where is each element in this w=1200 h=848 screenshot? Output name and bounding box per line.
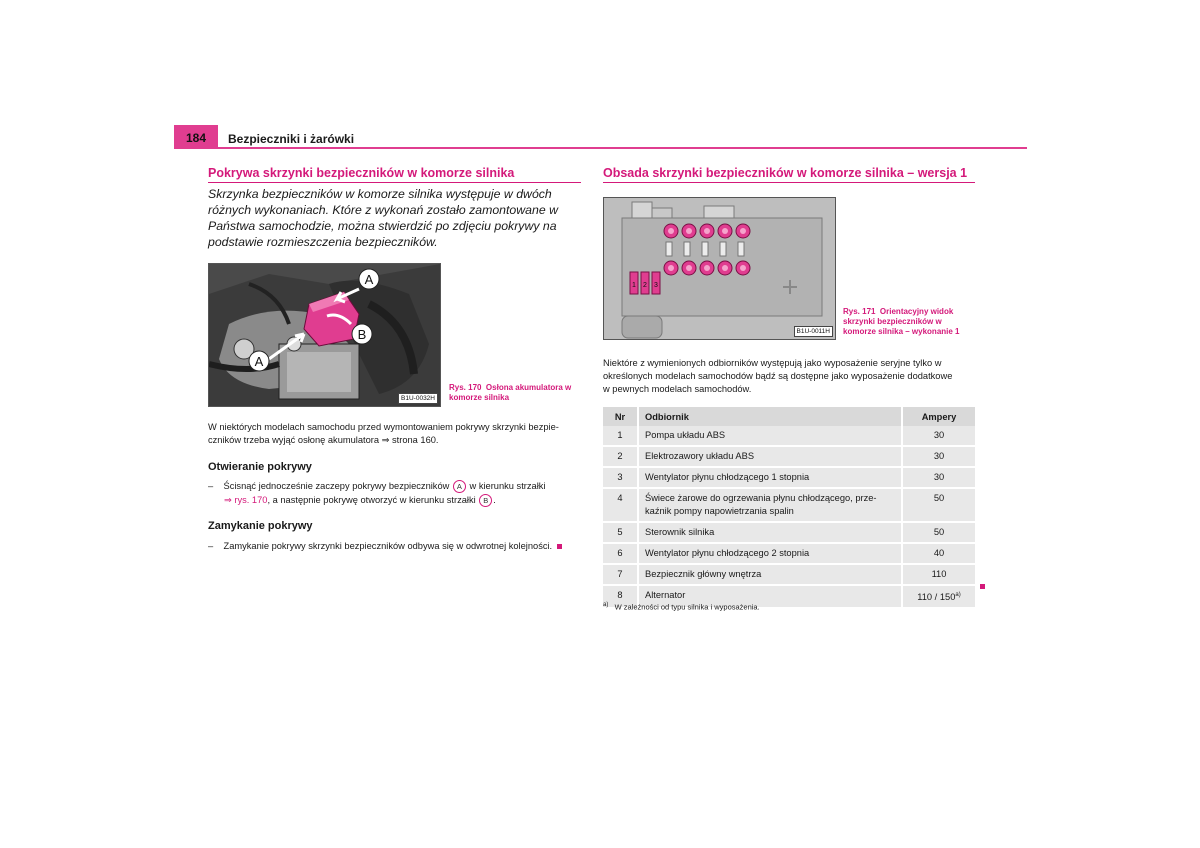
opening-line2-end: . — [493, 495, 496, 506]
cell-amp-value: 110 / 150 — [917, 592, 956, 603]
label-a-bottom: A — [254, 354, 264, 369]
caption-text: Osłona akumulatora w komorze silnika — [449, 383, 572, 402]
cell-nr: 6 — [603, 543, 638, 564]
paragraph-line: w pewnych modelach samochodów. — [603, 384, 752, 394]
intro-text: Skrzynka bezpieczników w komorze silnika występuje w dwóch różnych wykonaniach. Które z wykonań zostało zamontowane w Państwa samochodzie, można stwierdzić po zdjęciu pokrywy na podstawie rozmieszczenia bezpieczników. — [208, 187, 558, 249]
cover-paragraph — [208, 421, 588, 447]
cell-consumer: Pompa układu ABS — [638, 426, 902, 446]
figure-170-caption — [449, 383, 589, 403]
footnote-text: W zależności od typu silnika i wyposażenia. — [614, 602, 760, 612]
cell-nr: 3 — [603, 467, 638, 488]
end-marker — [980, 584, 985, 589]
fuse-box-diagram — [604, 198, 835, 339]
table-row — [603, 543, 975, 564]
figure-code: B1U-0011H — [794, 326, 833, 337]
right-section-title: Obsada skrzynki bezpieczników w komorze silnika – wersja 1 — [603, 166, 968, 180]
opening-line1-b: w kierunku strzałki — [469, 481, 546, 491]
cell-nr: 7 — [603, 564, 638, 585]
cell-consumer: Alternator — [638, 585, 902, 608]
footnote-ref: a) — [955, 592, 961, 598]
cell-amp: 110 — [902, 564, 975, 585]
cell-nr: 4 — [603, 488, 638, 522]
paragraph-line: W niektórych modelach samochodu przed wymontowaniem pokrywy skrzynki bezpie- — [208, 422, 559, 432]
cell-consumer: Elektrozawory układu ABS — [638, 446, 902, 467]
opening-heading: Otwieranie pokrywy — [208, 461, 312, 473]
cell-nr: 8 — [603, 585, 638, 608]
cell-amp: 30 — [902, 467, 975, 488]
footnote — [603, 602, 760, 612]
closing-text: Zamykanie pokrywy skrzynki bezpieczników odbywa się w odwrotnej kolejności. — [223, 541, 553, 551]
cell-amp: 40 — [902, 543, 975, 564]
left-section-rule — [208, 182, 581, 183]
opening-line2-b: , a następnie pokrywę otworzyć w kierunku strzałki — [267, 495, 476, 506]
cell-consumer — [638, 488, 902, 522]
table-row — [603, 522, 975, 543]
caption-number: Rys. 171 — [843, 307, 876, 316]
closing-heading: Zamykanie pokrywy — [208, 520, 313, 532]
page-number: 184 — [174, 125, 218, 147]
cell-nr: 1 — [603, 426, 638, 446]
cell-amp — [902, 585, 975, 608]
end-marker — [557, 544, 562, 549]
label-b-marker: B — [479, 494, 492, 507]
battery-cover-figure — [208, 263, 441, 407]
relay-label-1: 1 — [632, 282, 636, 289]
opening-line1-a: Ścisnąć jednocześnie zaczepy pokrywy bezpieczników — [223, 481, 450, 491]
cell-consumer: Sterownik silnika — [638, 522, 902, 543]
table-row — [603, 426, 975, 446]
footnote-mark: a) — [603, 602, 609, 608]
left-section-title: Pokrywa skrzynki bezpieczników w komorze silnika — [208, 166, 515, 180]
cell-consumer-line: Świece żarowe do ogrzewania płynu chłodzącego, prze- — [645, 493, 877, 503]
fuse-table — [603, 407, 975, 609]
caption-line: komorze silnika – wykonanie 1 — [843, 327, 960, 336]
fuse-box-figure — [603, 197, 836, 340]
paragraph-line: określonych modelach samochodów bądź są dostępne jako wyposażenie dodatkowe — [603, 371, 953, 381]
paragraph-line: Niektóre z wymienionych odbiorników występują jako wyposażenie seryjne tylko w — [603, 358, 942, 368]
cell-consumer: Wentylator płynu chłodzącego 2 stopnia — [638, 543, 902, 564]
header-consumer: Odbiornik — [638, 407, 902, 426]
caption-line: Orientacyjny widok — [879, 307, 954, 316]
header-rule — [174, 147, 1027, 149]
cell-consumer-line: kaźnik pompy napowietrzania spalin — [645, 506, 794, 516]
running-head: Bezpieczniki i żarówki — [228, 132, 355, 146]
engine-bay-photo — [209, 264, 440, 406]
opening-step — [208, 479, 588, 507]
cell-amp: 30 — [902, 446, 975, 467]
cell-amp: 50 — [902, 522, 975, 543]
table-row — [603, 488, 975, 522]
table-row — [603, 467, 975, 488]
dash: – — [208, 481, 214, 491]
header-ampery: Ampery — [902, 407, 975, 426]
paragraph-line: czników trzeba wyjąć osłonę akumulatora ⇒ strona 160. — [208, 435, 439, 445]
label-a-top: A — [364, 272, 374, 287]
cell-nr: 2 — [603, 446, 638, 467]
cell-consumer: Wentylator płynu chłodzącego 1 stopnia — [638, 467, 902, 488]
table-row — [603, 564, 975, 585]
table-header-row — [603, 407, 975, 426]
caption-line: skrzynki bezpieczników w — [843, 317, 942, 326]
figure-code: B1U-0032H — [398, 393, 438, 404]
caption-number: Rys. 170 — [449, 383, 482, 392]
cell-amp: 50 — [902, 488, 975, 522]
label-a-marker: A — [453, 480, 466, 493]
figure-reference-link[interactable]: ⇒ rys. 170 — [224, 495, 268, 506]
figure-171-caption — [843, 307, 983, 337]
table-row — [603, 446, 975, 467]
cell-nr: 5 — [603, 522, 638, 543]
relay-label-2: 2 — [643, 282, 647, 289]
right-section-rule — [603, 182, 975, 183]
equipment-paragraph — [603, 357, 983, 396]
cell-amp: 30 — [902, 426, 975, 446]
closing-step — [208, 539, 593, 553]
relay-label-3: 3 — [654, 282, 658, 289]
label-b: B — [357, 327, 367, 342]
cell-consumer: Bezpiecznik główny wnętrza — [638, 564, 902, 585]
dash: – — [208, 541, 214, 551]
header-nr: Nr — [603, 407, 638, 426]
